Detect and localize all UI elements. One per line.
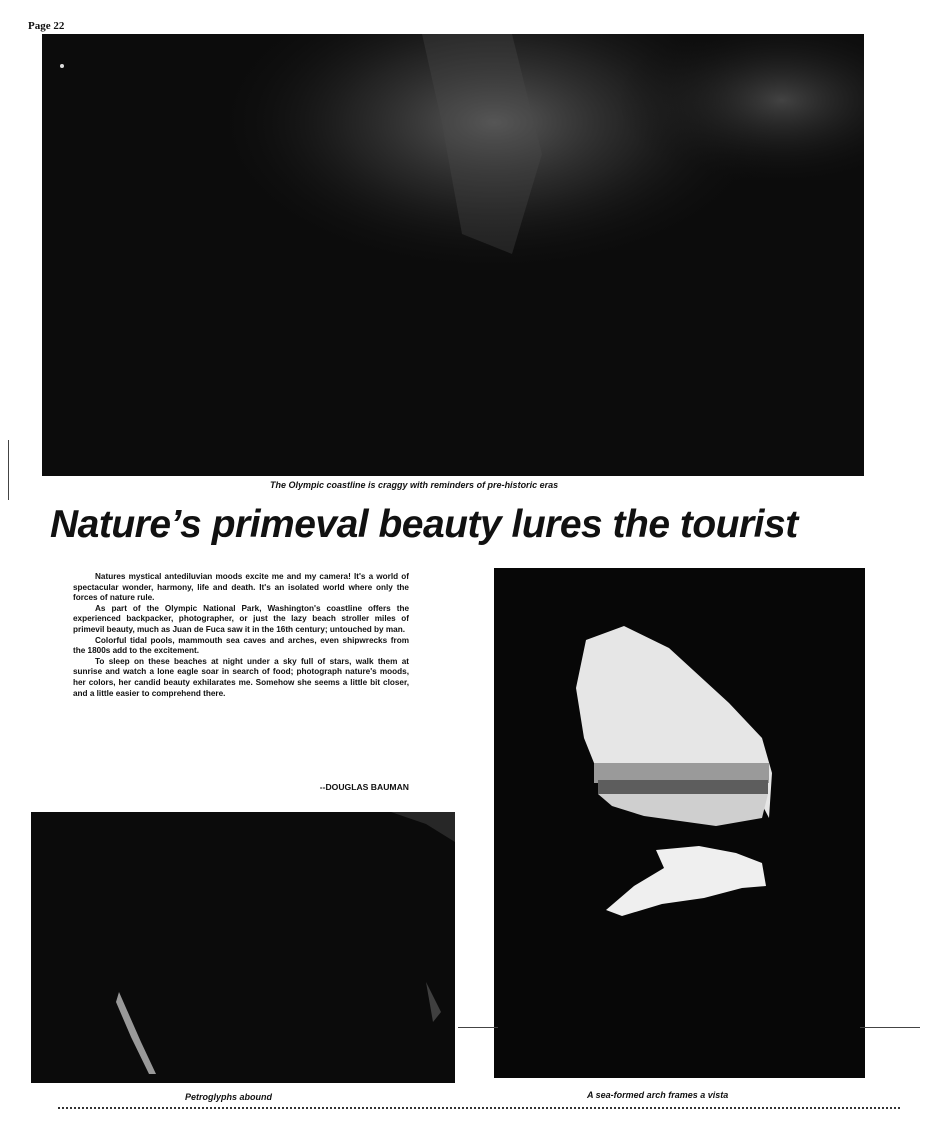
scan-edge-mark [458, 1027, 498, 1028]
article-paragraph: Natures mystical antediluvian moods excite me and my camera! It's a world of spectacular wonder, harmony, life and death. It's an isolated world where only the forces of nature rule. [73, 572, 409, 603]
sea-arch-photo [494, 568, 865, 1078]
coastline-photo [42, 34, 864, 476]
scan-edge-mark [8, 440, 9, 500]
dotted-divider [58, 1107, 900, 1109]
article-paragraph: Colorful tidal pools, mammouth sea caves and arches, even shipwrecks from the 1800s add to the excitement. [73, 635, 409, 656]
headline: Nature’s primeval beauty lures the tourist [50, 503, 798, 546]
petroglyph-caption: Petroglyphs abound [185, 1092, 273, 1102]
coastline-caption: The Olympic coastline is craggy with reminders of pre-historic eras [270, 480, 559, 490]
sea-arch-caption: A sea-formed arch frames a vista [587, 1090, 729, 1100]
article-paragraph: To sleep on these beaches at night under a sky full of stars, walk them at sunrise and watch a lone eagle soar in search of food; photograph nature's moods, her colors, her candid beauty exhilarates me. Somehow she seems a little bit closer, and a little easier to comprehend there. [73, 656, 409, 698]
page-number: Page 22 [28, 20, 65, 32]
article-body [73, 572, 409, 699]
scan-edge-mark [860, 1027, 920, 1028]
byline: --DOUGLAS BAUMAN [319, 782, 409, 792]
article-paragraph: As part of the Olympic National Park, Washington's coastline offers the experienced backpacker, photographer, or just the lazy beach stroller miles of primevil beauty, much as Juan de Fuca saw it in the 16th century; untouched by man. [73, 603, 409, 634]
petroglyph-photo [31, 812, 455, 1083]
